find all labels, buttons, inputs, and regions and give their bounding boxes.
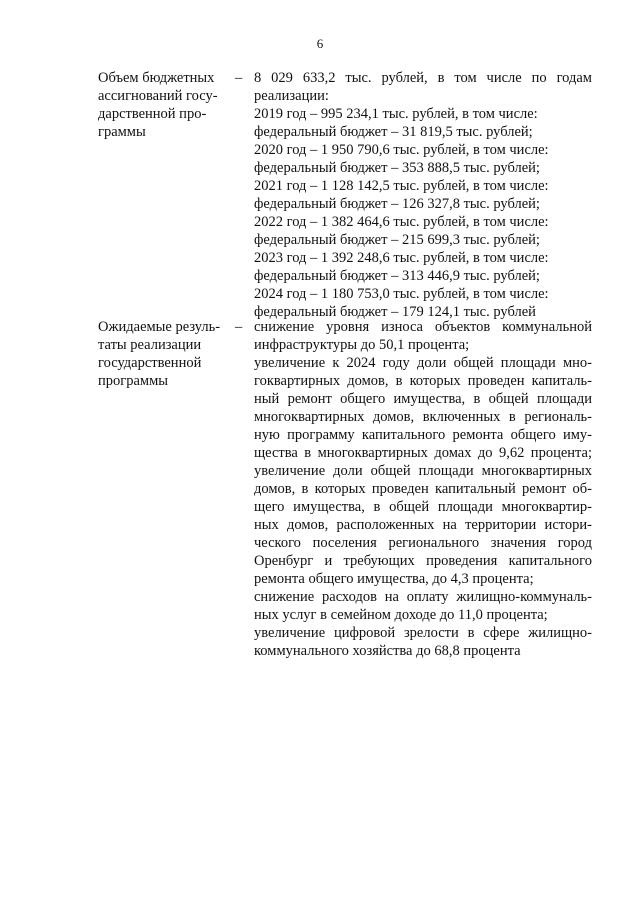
expected-results-content-line: ческого поселения регионального значения город [254, 535, 592, 551]
expected-results-content-line: многоквартирных домов, включенных в региональ- [254, 409, 592, 425]
expected-results-content-line: снижение расходов на оплату жилищно-коммуналь- [254, 589, 592, 605]
expected-results-label-line: Ожидаемые резуль- [98, 319, 221, 335]
expected-results-content-line: ную программу капитального ремонта общего иму- [254, 427, 592, 443]
expected-results-content-line: увеличение доли общей площади многоквартирных [254, 463, 592, 479]
expected-results-content-line: инфраструктуры до 50,1 процента; [254, 337, 470, 353]
expected-results-label-line: таты реализации [98, 337, 202, 353]
expected-results-content-line: гоквартирных домов, в которых проведен капиталь- [254, 373, 592, 389]
budget-label [98, 69, 228, 141]
budget-content-line: федеральный бюджет – 215 699,3 тыс. рублей; [254, 232, 540, 248]
budget-label-line: ассигнований госу- [98, 88, 218, 104]
expected-results-content-line: снижение уровня износа объектов коммунальной [254, 319, 592, 335]
budget-content-line: федеральный бюджет – 179 124,1 тыс. рублей [254, 304, 536, 320]
expected-results-content-line: ремонта общего имущества, до 4,3 процента; [254, 571, 534, 587]
budget-content-line: 2021 год – 1 128 142,5 тыс. рублей, в том числе: [254, 178, 549, 194]
budget-content-line: 2020 год – 1 950 790,6 тыс. рублей, в том числе: [254, 142, 549, 158]
budget-dash: – [235, 70, 243, 86]
expected-results-content [254, 318, 592, 660]
budget-content-line: 2019 год – 995 234,1 тыс. рублей, в том числе: [254, 106, 538, 122]
budget-content-line: федеральный бюджет – 31 819,5 тыс. рублей; [254, 124, 533, 140]
budget-content-line: федеральный бюджет – 353 888,5 тыс. рублей; [254, 160, 540, 176]
expected-results-content-line: ных домов, расположенных на территории истори- [254, 517, 592, 533]
expected-results-content-line: увеличение к 2024 году доли общей площади мно- [254, 355, 592, 371]
expected-results-content-line: увеличение цифровой зрелости в сфере жилищно- [254, 625, 592, 641]
expected-results-content-line: ный ремонт общего имущества, в общей площади [254, 391, 592, 407]
expected-results-content-line: щего имущества, в общей площади многоквартир- [254, 499, 592, 515]
budget-content-line: реализации: [254, 88, 329, 104]
expected-results-content-line: домов, в которых проведен капитальный ремонт об- [254, 481, 592, 497]
expected-results-label-line: программы [98, 373, 168, 389]
expected-results-content-line: ных услуг в семейном доходе до 11,0 процента; [254, 607, 548, 623]
expected-results-content-line: Оренбург и требующих проведения капитального [254, 553, 592, 569]
budget-label-line: дарственной про- [98, 106, 207, 122]
budget-label-line: граммы [98, 124, 146, 140]
expected-results-dash: – [235, 319, 243, 335]
budget-content-line: федеральный бюджет – 313 446,9 тыс. рублей; [254, 268, 540, 284]
budget-content [254, 69, 592, 321]
expected-results-content-line: щества в многоквартирных домах до 9,62 процента; [254, 445, 592, 461]
budget-label-line: Объем бюджетных [98, 70, 215, 86]
budget-content-line: 2024 год – 1 180 753,0 тыс. рублей, в том числе: [254, 286, 549, 302]
page-number: 6 [316, 36, 324, 51]
expected-results-label-line: государственной [98, 355, 202, 371]
expected-results-label [98, 318, 228, 390]
budget-content-line: 8 029 633,2 тыс. рублей, в том числе по годам [254, 70, 592, 86]
expected-results-content-line: коммунального хозяйства до 68,8 процента [254, 643, 521, 659]
budget-content-line: федеральный бюджет – 126 327,8 тыс. рублей; [254, 196, 540, 212]
budget-content-line: 2022 год – 1 382 464,6 тыс. рублей, в том числе: [254, 214, 549, 230]
budget-content-line: 2023 год – 1 392 248,6 тыс. рублей, в том числе: [254, 250, 549, 266]
